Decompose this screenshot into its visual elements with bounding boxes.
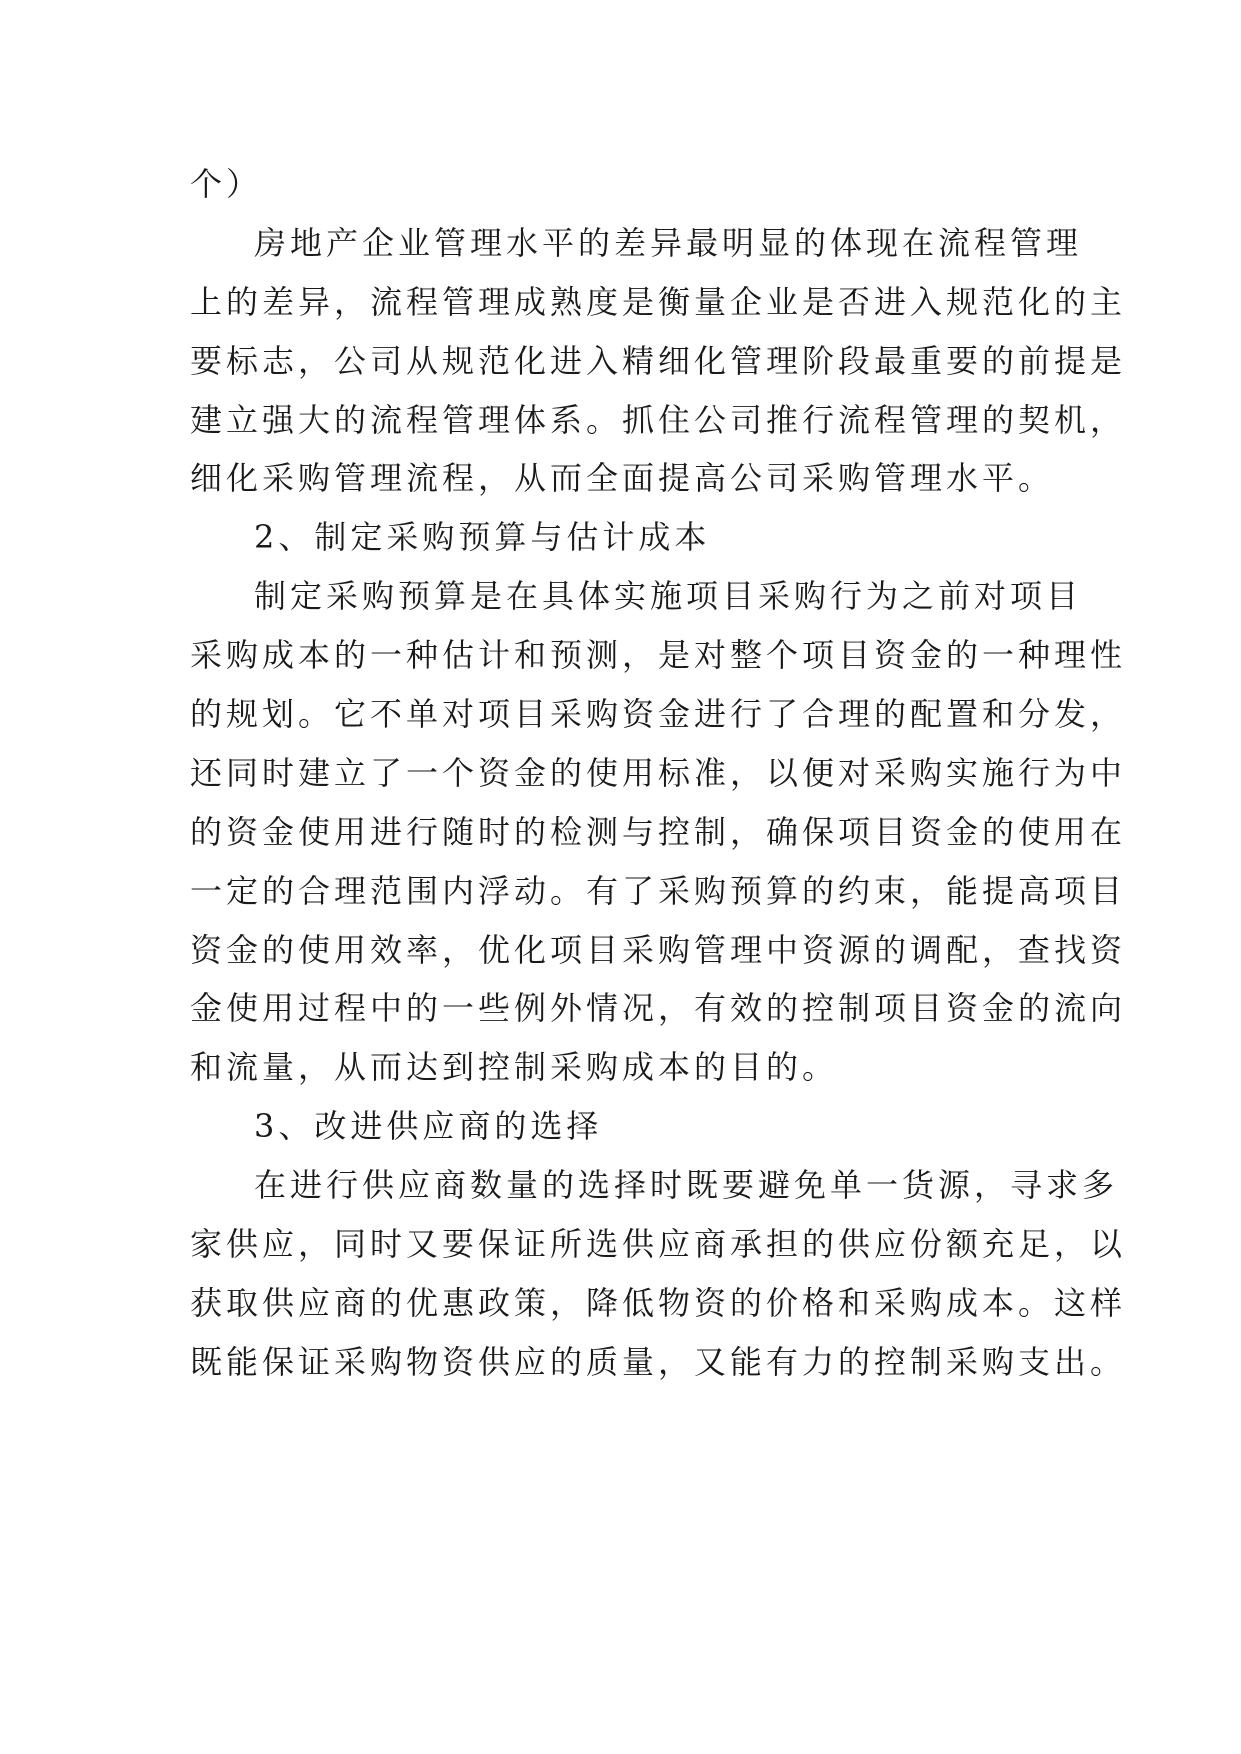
text-line: 和流量，从而达到控制采购成本的目的。 [190,1048,839,1087]
text-line: 上的差异，流程管理成熟度是衡量企业是否进入规范化的主 [190,282,1127,321]
document-body [190,155,1127,1392]
section-heading: 2、制定采购预算与估计成本 [254,518,711,557]
text-line: 家供应，同时又要保证所选供应商承担的供应份额充足，以 [190,1225,1127,1264]
text-line: 资金的使用效率，优化项目采购管理中资源的调配，查找资 [190,930,1127,969]
paragraph-line: 在进行供应商数量的选择时既要避免单一货源，寻求多 [254,1166,1119,1205]
text-line: 细化采购管理流程，从而全面提高公司采购管理水平。 [190,459,1055,498]
text-line: 要标志，公司从规范化进入精细化管理阶段最重要的前提是 [190,341,1127,380]
section-heading: 3、改进供应商的选择 [254,1107,603,1146]
text-line: 还同时建立了一个资金的使用标准，以便对采购实施行为中 [190,753,1127,792]
text-line: 一定的合理范围内浮动。有了采购预算的约束，能提高项目 [190,871,1127,910]
text-line: 的资金使用进行随时的检测与控制，确保项目资金的使用在 [190,812,1127,851]
text-line: 建立强大的流程管理体系。抓住公司推行流程管理的契机， [190,400,1127,439]
text-line: 既能保证采购物资供应的质量，又能有力的控制采购支出。 [190,1342,1127,1381]
text-line: 个） [190,165,263,203]
paragraph-line: 制定采购预算是在具体实施项目采购行为之前对项目 [254,577,1083,616]
text-line: 的规划。它不单对项目采购资金进行了合理的配置和分发， [190,695,1127,734]
text-line: 获取供应商的优惠政策，降低物资的价格和采购成本。这样 [190,1283,1127,1322]
text-line: 金使用过程中的一些例外情况，有效的控制项目资金的流向 [190,989,1127,1028]
paragraph-line: 房地产企业管理水平的差异最明显的体现在流程管理 [254,223,1083,262]
text-line: 采购成本的一种估计和预测，是对整个项目资金的一种理性 [190,636,1127,675]
